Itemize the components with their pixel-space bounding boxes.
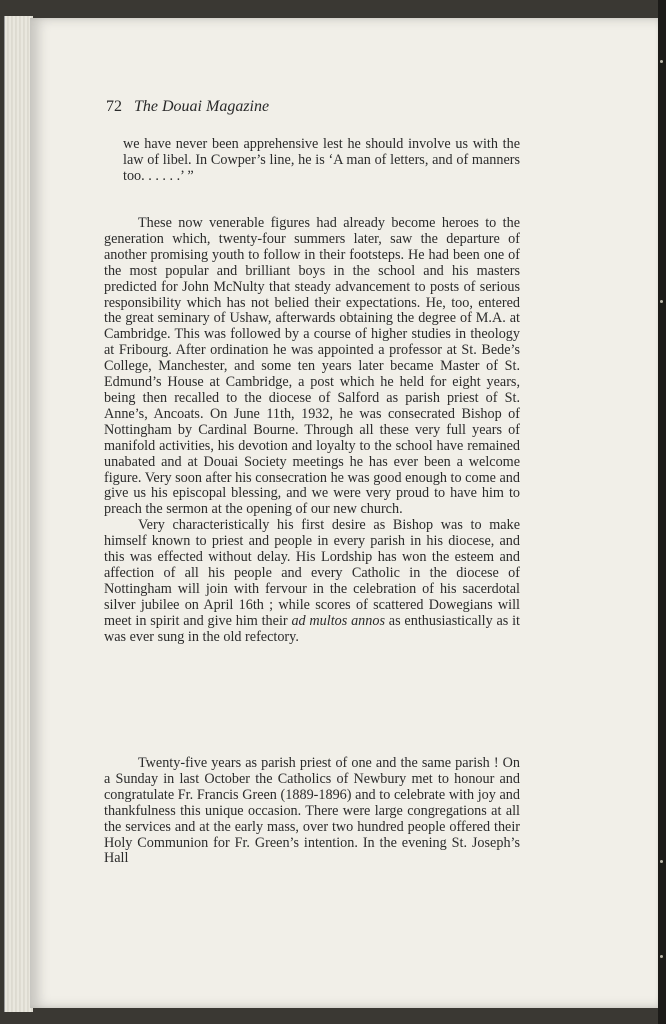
edge-mark [660,60,663,63]
edge-mark [660,300,663,303]
paragraph-mcnulty: These now venerable figures had already become heroes to the generation which, twenty-four summers later, saw the departure of another promising youth to follow in their footsteps. He had been one of the most popular and brilliant boys in the school and his masters predicted for John McNulty that steady advancement to posts of serious responsibility which has not belied their expectations. He, too, entered the great seminary of Ushaw, afterwards obtaining the degree of M.A. at Cambridge. This was followed by a course of higher studies in theology at Fribourg. After ordination he was appointed a professor at St. Bede’s College, Manchester, and some ten years later became Master of St. Edmund’s House at Cambridge, a post which he held for eight years, being then recalled to the diocese of Salford as parish priest of St. Anne’s, Ancoats. On June 11th, 1932, he was consecrated Bishop of Nottingham by Cardinal Bourne. Through all these very full years of manifold activities, his devotion and loyalty to the school have remained unabated and at Douai Society meetings he has ever been a welcome figure. Very soon after his consecration he was good enough to come and give us his episcopal blessing, and we were very proud to have him to preach the sermon at the opening of our new church. [104,215,520,518]
paragraph-bishop [104,518,520,645]
paragraph-green: Twenty-five years as parish priest of one and the same parish ! On a Sunday in last October the Catholics of Newbury met to honour and congratulate Fr. Francis Green (1889-1896) and to celebrate with joy and thankfulness this unique occasion. There were large congregations at all the services and at the early mass, over two hundred people offered their Holy Communion for Fr. Green’s intention. In the evening St. Joseph’s Hall [104,755,520,867]
paragraph-bishop-text: Very characteristically his first desire as Bishop was to make himself known to priest and people in every parish in his diocese, and this was effected without delay. His Lordship has won the esteem and affection of all his people and every Catholic in the diocese of Nottingham will join with fervour in the celebration of his sacerdotal silver jubilee on April 16th ; while scores of scattered Dowegians will meet in spirit and give him their [104,517,520,629]
article-body [104,216,520,645]
running-header [106,98,269,116]
page-number: 72 [106,98,122,115]
paragraph-bishop-end: as enthusiastically as it was ever sung in the old refectory. [104,612,521,645]
article-body-green [104,756,520,867]
right-page-edge [658,0,666,1024]
latin-phrase: ad multos annos [291,612,385,629]
edge-mark [660,955,663,958]
running-title: The Douai Magazine [134,98,270,115]
paragraph-quote: we have never been apprehensive lest he should involve us with the law of libel. In Cowper’s line, he is ‘A man of letters, and of manners too. . . . . .’ ” [123,136,520,184]
edge-mark [660,860,663,863]
book-page-edges [4,16,33,1012]
quote-continuation [104,137,520,185]
